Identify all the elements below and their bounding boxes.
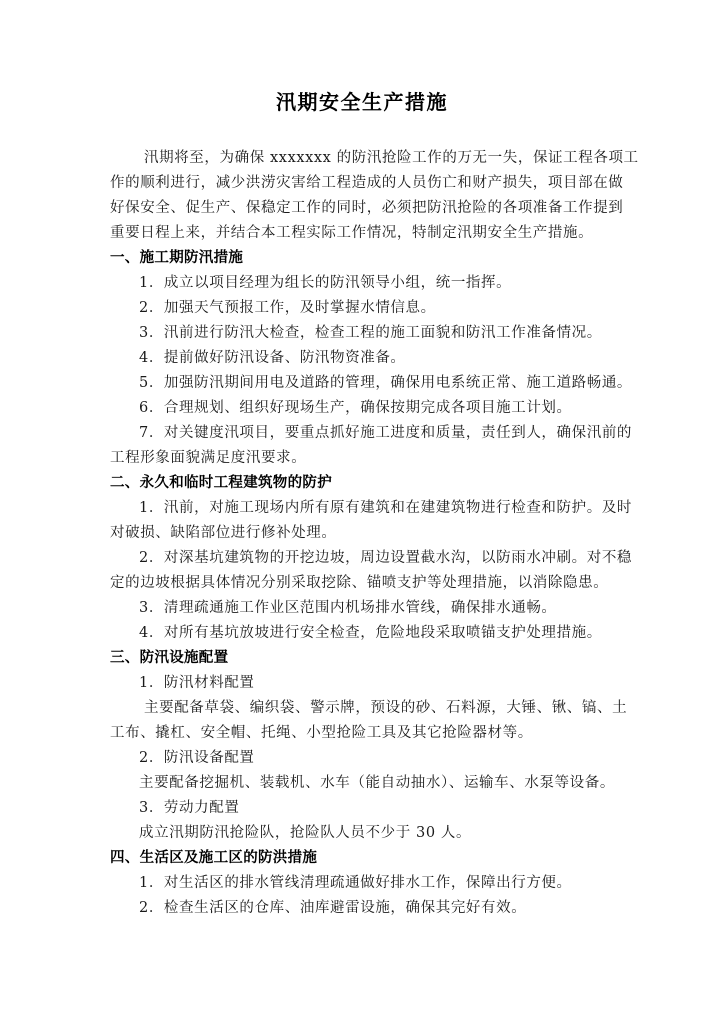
list-item-continuation: 对破损、缺陷部位进行修补处理。 (110, 525, 337, 541)
section-living-area-flood-measures (110, 846, 616, 921)
list-item: 2．检查生活区的仓库、油库避雷设施，确保其完好有效。 (139, 900, 527, 916)
list-item-continuation: 定的边坡根据具体情况分别采取挖除、锚喷支护等处理措施，以消除隐患。 (110, 575, 609, 591)
subsection-text: 主要配备草袋、编织袋、警示牌，预设的砂、石料源，大锤、锹、镐、土 (144, 700, 628, 716)
section-heading: 三、防汛设施配置 (110, 650, 229, 666)
intro-line: 汛期将至，为确保 xxxxxxx 的防汛抢险工作的万无一失，保证工程各项工 (144, 150, 639, 166)
list-item: 1．成立以项目经理为组长的防汛领导小组，统一指挥。 (139, 275, 512, 291)
list-item: 7．对关键度汛项目，要重点抓好施工进度和质量，责任到人，确保汛前的 (139, 425, 633, 441)
subsection-label: 3．劳动力配置 (139, 800, 240, 816)
list-item: 4．提前做好防汛设备、防汛物资准备。 (139, 350, 406, 366)
list-item: 1．汛前，对施工现场内所有原有建筑和在建建筑物进行检查和防护。及时 (139, 500, 633, 516)
subsection-text: 主要配备挖掘机、装载机、水车（能自动抽水）、运输车、水泵等设备。 (139, 775, 615, 791)
list-item: 2．加强天气预报工作，及时掌握水情信息。 (139, 300, 436, 316)
list-item: 2．对深基坑建筑物的开挖边坡，周边设置截水沟，以防雨水冲刷。对不稳 (139, 550, 633, 566)
intro-line: 好保安全、促生产、保稳定工作的同时，必须把防汛抢险的各项准备工作提到 (110, 200, 624, 216)
list-item: 1．对生活区的排水管线清理疏通做好排水工作，保障出行方便。 (139, 875, 572, 891)
list-item-continuation: 工程形象面貌满足度汛要求。 (110, 450, 307, 466)
section-flood-facilities (110, 646, 628, 846)
subsection-text: 工布、撬杠、安全帽、托绳、小型抢险工具及其它抢险器材等。 (110, 725, 533, 741)
subsection-label: 1．防汛材料配置 (139, 675, 255, 691)
subsection-label: 2．防汛设备配置 (139, 750, 255, 766)
document-title: 汛期安全生产措施 (276, 90, 448, 114)
section-heading: 四、生活区及施工区的防洪措施 (110, 850, 318, 866)
intro-line: 重要日程上来，并结合本工程实际工作情况，特制定汛期安全生产措施。 (110, 225, 594, 241)
list-item: 3．清理疏通施工作业区范围内机场排水管线，确保排水通畅。 (139, 600, 557, 616)
list-item: 4．对所有基坑放坡进行安全检查，危险地段采取喷锚支护处理措施。 (139, 625, 602, 641)
list-item: 6．合理规划、组织好现场生产，确保按期完成各项目施工计划。 (139, 400, 572, 416)
subsection-text: 成立汛期防汛抢险队，抢险队人员不少于 30 人。 (139, 825, 472, 841)
list-item: 5．加强防汛期间用电及道路的管理，确保用电系统正常、施工道路畅通。 (139, 375, 633, 391)
section-heading: 二、永久和临时工程建筑物的防护 (110, 475, 332, 491)
document-body (110, 146, 639, 921)
section-building-protection (110, 471, 633, 646)
section-construction-flood-measures (110, 246, 633, 471)
intro-paragraph (110, 146, 639, 246)
list-item: 3．汛前进行防汛大检查，检查工程的施工面貌和防汛工作准备情况。 (139, 325, 602, 341)
section-heading: 一、施工期防汛措施 (110, 250, 244, 266)
intro-line: 作的顺利进行，减少洪涝灾害给工程造成的人员伤亡和财产损失，项目部在做 (110, 175, 624, 191)
